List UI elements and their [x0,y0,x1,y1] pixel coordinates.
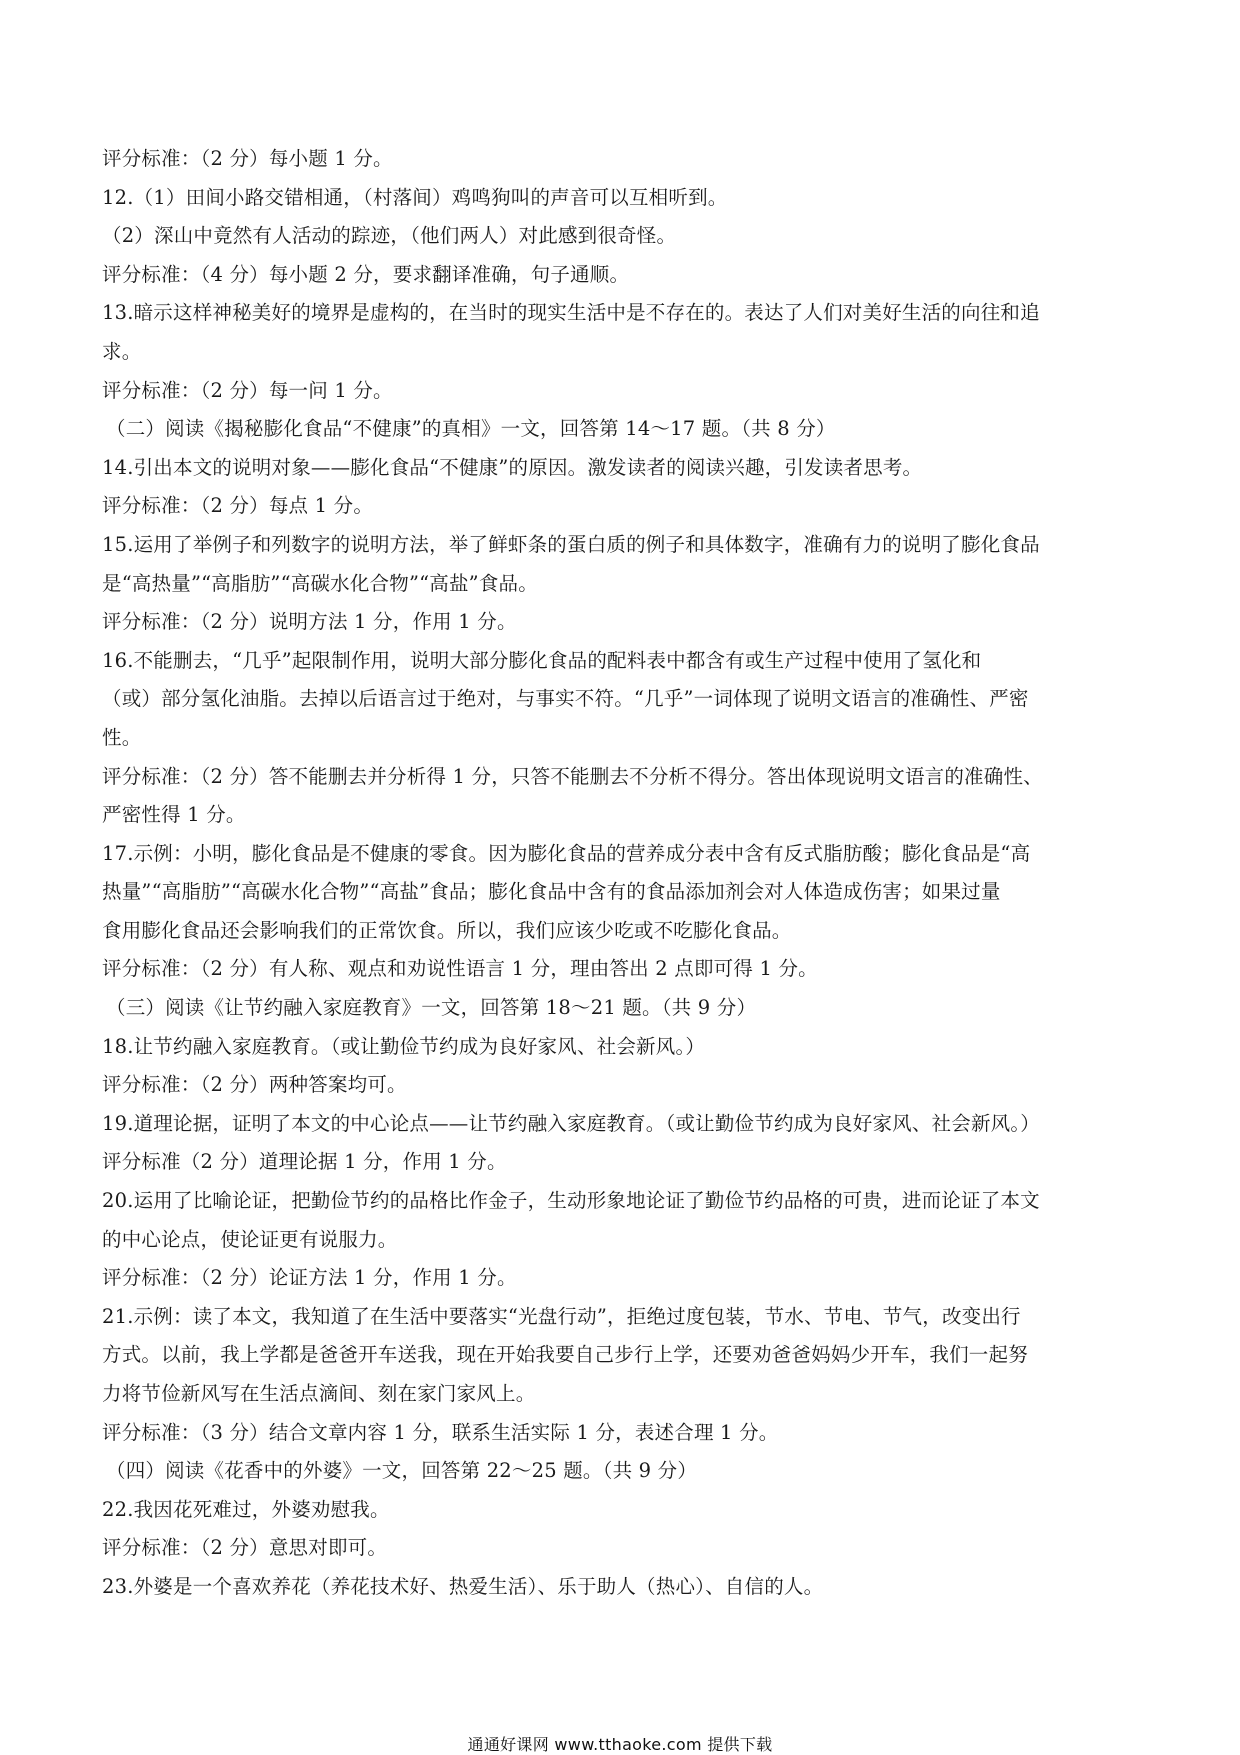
text-line: 食用膨化食品还会影响我们的正常饮食。所以，我们应该少吃或不吃膨化食品。 [102,918,792,942]
text-line: 严密性得 1 分。 [102,803,246,827]
text-line: 评分标准：（2 分）每小题 1 分。 [102,147,393,170]
text-line: 评分标准：（2 分）每点 1 分。 [102,494,374,518]
text-line: 评分标准：（2 分）说明方法 1 分，作用 1 分。 [102,610,517,634]
text-line: （2）深山中竟然有人活动的踪迹，（他们两人）对此感到很奇怪。 [102,224,677,248]
text-line: 是“高热量”“高脂肪”“高碳水化合物”“高盐”食品。 [102,571,538,595]
text-line: 求。 [102,339,142,363]
text-line: 评分标准（2 分）道理论据 1 分，作用 1 分。 [102,1150,507,1174]
text-line: 20.运用了比喻论证，把勤俭节约的品格比作金子，生动形象地论证了勤俭节约品格的可贵，进而论证了本文 [102,1189,1040,1213]
text-line: 21.示例：读了本文，我知道了在生活中要落实“光盘行动”，拒绝过度包装，节水、节电、节气，改变出行 [102,1304,1021,1328]
answer-key-body [102,140,1142,1607]
text-line: 评分标准：（2 分）意思对即可。 [102,1536,388,1560]
text-line: 评分标准：（2 分）每一问 1 分。 [102,378,393,402]
page-footer: 通通好课网 www.tthaoke.com 提供下载 [467,1735,773,1754]
text-line: 方式。以前，我上学都是爸爸开车送我，现在开始我要自己步行上学，还要劝爸爸妈妈少开车，我们一起努 [102,1343,1028,1367]
text-line: 热量”“高脂肪”“高碳水化合物”“高盐”食品；膨化食品中含有的食品添加剂会对人体造成伤害；如果过量 [102,880,1001,904]
text-line: 力将节俭新风写在生活点滴间、刻在家门家风上。 [102,1382,536,1405]
text-line: （或）部分氢化油脂。去掉以后语言过于绝对，与事实不符。“几乎”一词体现了说明文语言的准确性、严密 [102,687,1029,711]
text-line: 性。 [102,725,142,749]
text-line: 22.我因花死难过，外婆劝慰我。 [102,1497,390,1521]
text-line: 19.道理论据，证明了本文的中心论点——让节约融入家庭教育。（或让勤俭节约成为良好家风、社会新风。） [102,1111,1041,1135]
section-heading: （二）阅读《揭秘膨化食品“不健康”的真相》一文，回答第 14～17 题。（共 8 分） [106,417,836,441]
text-line: 12.（1）田间小路交错相通，（村落间）鸡鸣狗叫的声音可以互相听到。 [102,185,728,209]
text-line: 16.不能删去，“几乎”起限制作用，说明大部分膨化食品的配料表中都含有或生产过程中使用了氢化和 [102,648,982,672]
text-line: 评分标准：（2 分）有人称、观点和劝说性语言 1 分，理由答出 2 点即可得 1 分。 [102,957,818,981]
text-line: 评分标准：（2 分）论证方法 1 分，作用 1 分。 [102,1266,517,1290]
text-line: 18.让节约融入家庭教育。（或让勤俭节约成为良好家风、社会新风。） [102,1034,706,1058]
text-line: 13.暗示这样神秘美好的境界是虚构的，在当时的现实生活中是不存在的。表达了人们对美好生活的向往和追 [102,301,1040,325]
section-heading: （三）阅读《让节约融入家庭教育》一文，回答第 18～21 题。（共 9 分） [106,996,757,1020]
section-heading: （四）阅读《花香中的外婆》一文，回答第 22～25 题。（共 9 分） [106,1459,698,1483]
text-line: 评分标准：（2 分）两种答案均可。 [102,1073,407,1097]
text-line: 14.引出本文的说明对象——膨化食品“不健康”的原因。激发读者的阅读兴趣，引发读者思考。 [102,455,923,479]
text-line: 评分标准：（3 分）结合文章内容 1 分，联系生活实际 1 分，表述合理 1 分。 [102,1420,779,1444]
text-line: 的中心论点，使论证更有说服力。 [102,1227,398,1251]
text-line: 15.运用了举例子和列数字的说明方法，举了鲜虾条的蛋白质的例子和具体数字，准确有力的说明了膨化食品 [102,532,1040,556]
text-line: 17.示例：小明，膨化食品是不健康的零食。因为膨化食品的营养成分表中含有反式脂肪酸；膨化食品是“高 [102,841,1031,865]
text-line: 23.外婆是一个喜欢养花（养花技术好、热爱生活）、乐于助人（热心）、自信的人。 [102,1574,824,1598]
text-line: 评分标准：（2 分）答不能删去并分析得 1 分，只答不能删去不分析不得分。答出体现说明文语言的准确性、 [102,764,1043,788]
text-line: 评分标准：（4 分）每小题 2 分，要求翻译准确，句子通顺。 [102,262,630,286]
